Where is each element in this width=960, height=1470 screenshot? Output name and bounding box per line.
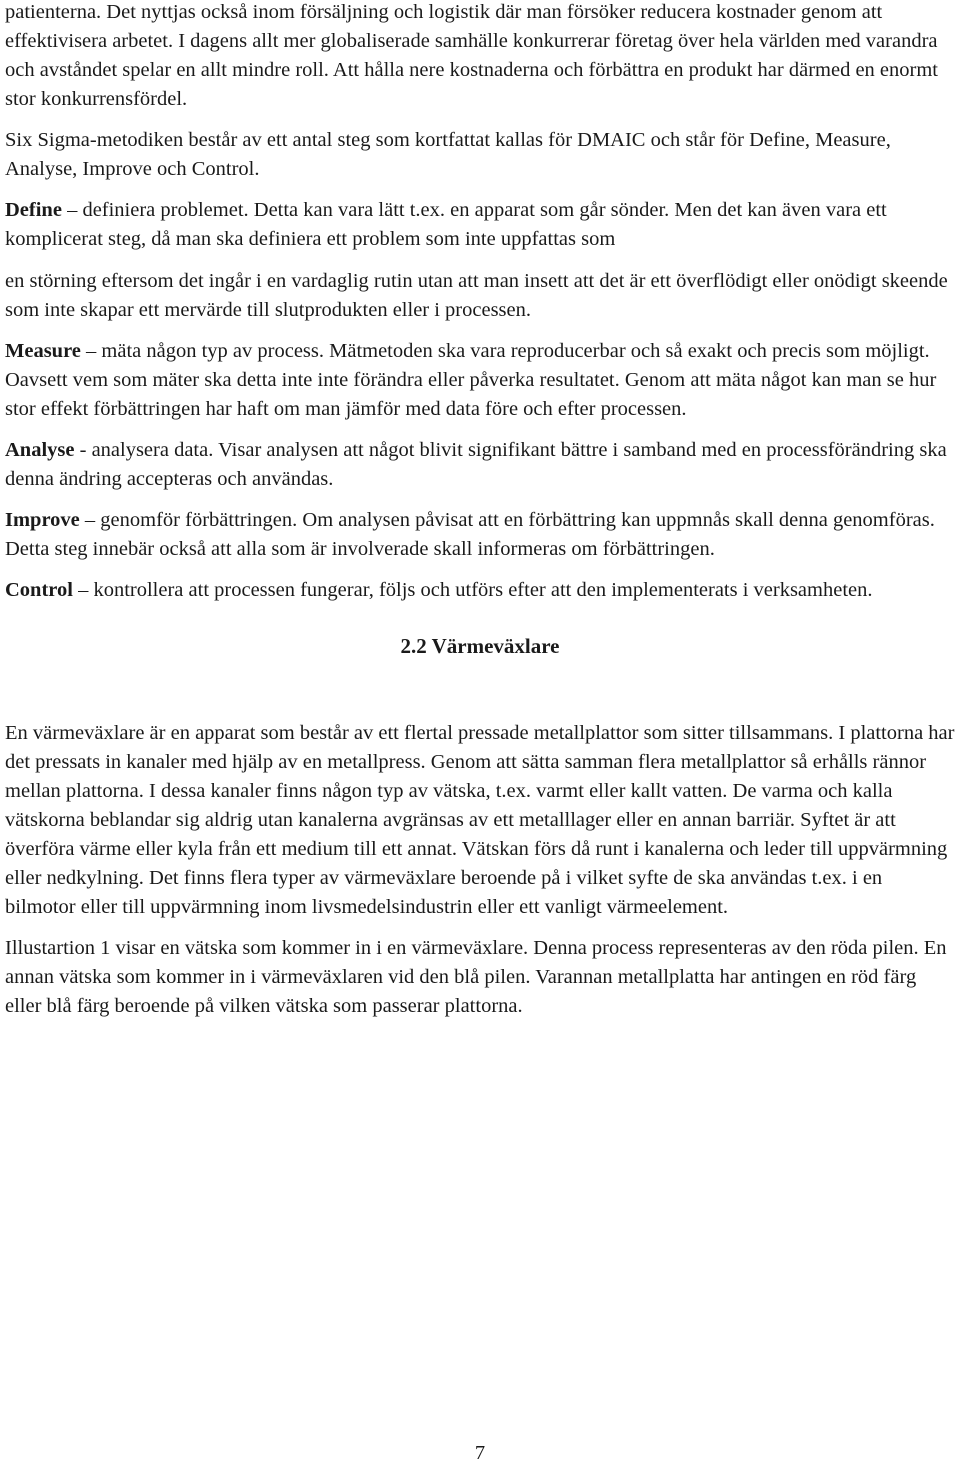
- heat-exchanger-paragraph: En värmeväxlare är en apparat som består av ett flertal pressade metallplattor som sitter tillsammans. I plattorna har det pressats in kanaler med hjälp av en metallpress. Genom att sätta samman flera metallplattor så erhålls rännor mellan plattorna. I dessa kanaler finns någon typ av vätska, t.ex. varmt eller kallt vatten. De varma och kalla vätskorna beblandar sig aldrig utan kanalerna avgränsas av ett metalllager eller en annan barriär. Syftet är att överföra värme eller kyla från ett medium till ett annat. Vätskan förs då runt i kanalerna och leder till uppvärmning eller nedkylning. Det finns flera typer av värmeväxlare beroende på i vilket syfte de ska användas t.ex. i en bilmotor eller till uppvärmning inom livsmedelsindustrin eller ett vanligt värmeelement.: [5, 722, 955, 918]
- define-text: definiera problemet. Detta kan vara lätt t.ex. en apparat som går sönder. Men det kan även vara ett komplicerat steg, då man ska definiera ett problem som inte uppfattas som: [5, 199, 887, 250]
- improve-separator: –: [79, 509, 101, 531]
- define-term: Define: [5, 199, 62, 221]
- measure-term: Measure: [5, 340, 81, 362]
- intro-paragraph: patienterna. Det nyttjas också inom försäljning och logistik där man försöker reducera kostnader genom att effektivisera arbetet. I dagens allt mer globaliserade samhälle konkurrerar företag över hela världen med varandra och avståndet spelar en allt mindre roll. Att hålla nere kostnaderna och förbättra en produkt har därmed en enormt stor konkurrensfördel.: [5, 1, 938, 110]
- illustration-paragraph: Illustartion 1 visar en vätska som kommer in i en värmeväxlare. Denna process representeras av den röda pilen. En annan vätska som kommer in i värmeväxlaren vid den blå pilen. Varannan metallplatta har antingen en röd färg eller blå färg beroende på vilken vätska som passerar plattorna.: [5, 937, 947, 1017]
- analyse-paragraph: [5, 436, 955, 494]
- analyse-text: analysera data. Visar analysen att något blivit signifikant bättre i samband med en processförändring ska denna ändring accepteras och användas.: [5, 439, 947, 490]
- improve-text: genomför förbättringen. Om analysen påvisat att en förbättring kan uppmnås skall denna genomföras. Detta steg innebär också att alla som är involverade skall informeras om förbättringen.: [5, 509, 935, 560]
- dmaic-paragraph: Six Sigma-metodiken består av ett antal steg som kortfattat kallas för DMAIC och står för Define, Measure, Analyse, Improve och Control.: [5, 129, 891, 180]
- control-term: Control: [5, 579, 73, 601]
- control-separator: –: [72, 579, 94, 601]
- measure-paragraph: [5, 337, 955, 424]
- improve-paragraph: [5, 506, 955, 564]
- section-heading: 2.2 Värmeväxlare: [400, 634, 560, 658]
- page-number: 7: [474, 1442, 486, 1464]
- measure-text: mäta någon typ av process. Mätmetoden ska vara reproducerbar och så exakt och precis som möjligt. Oavsett vem som mäter ska detta inte inte förändra eller påverka resultatet. Genom att mäta något kan man se hur stor effekt förbättringen har haft om man jämför med data före och efter processen.: [5, 340, 937, 420]
- define-continuation: en störning eftersom det ingår i en vardaglig rutin utan att man insett att det är ett överflödigt eller onödigt skeende som inte skapar ett mervärde till slutprodukten eller i processen.: [5, 270, 948, 321]
- analyse-term: Analyse: [5, 439, 75, 461]
- document-page: [5, 0, 955, 1033]
- analyse-separator: -: [74, 439, 92, 461]
- improve-term: Improve: [5, 509, 80, 531]
- measure-separator: –: [80, 340, 102, 362]
- define-separator: –: [61, 199, 83, 221]
- control-paragraph: [5, 576, 955, 605]
- control-text: kontrollera att processen fungerar, följs och utförs efter att den implementerats i verksamheten.: [93, 579, 873, 601]
- define-paragraph: [5, 196, 955, 254]
